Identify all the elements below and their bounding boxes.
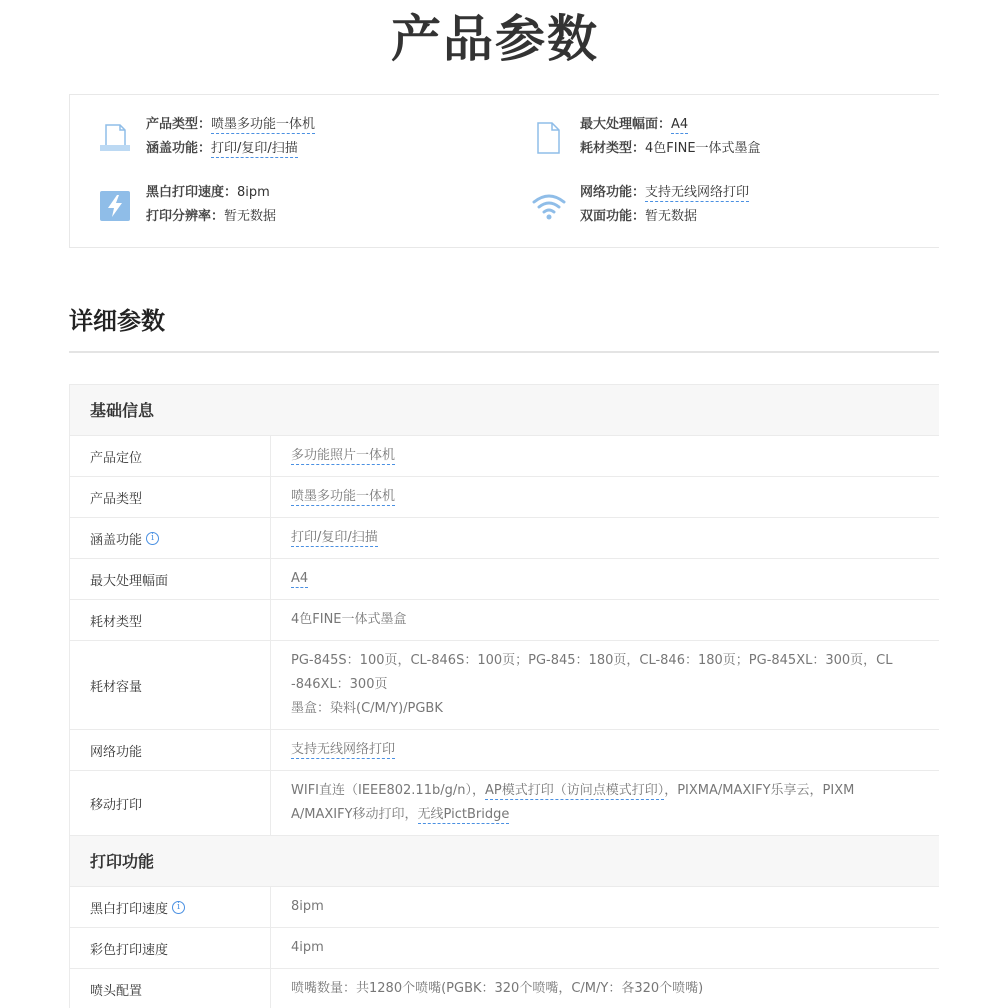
param-key: 喷头配置 [70,969,271,1008]
param-value-text: A/MAXIFY移动打印， [291,807,418,822]
param-value-text: ，PIXMA/MAXIFY乐享云，PIXM [664,783,855,798]
param-key [70,887,271,927]
table-row [70,600,939,641]
group-header-print: 打印功能 [70,836,939,887]
param-value: 4ipm [291,940,324,955]
summary-card [69,94,939,248]
param-key: 耗材容量 [70,641,271,729]
summary-key: 双面功能： [580,209,646,224]
table-row [70,887,939,928]
param-value-line: PG-845S：100页，CL-846S：100页；PG-845：180页，CL-846：180页；PG-845XL：300页，CL [291,653,893,668]
param-value-link[interactable]: AP模式打印（访问点模式打印） [484,783,665,798]
page-title: 产品参数 [391,10,599,68]
param-key-label: 涵盖功能 [90,532,143,548]
summary-key: 黑白打印速度： [146,185,238,200]
lightning-icon [98,189,132,223]
document-icon [532,121,566,155]
param-key: 耗材类型 [70,600,271,640]
summary-value-link[interactable]: 喷墨多功能一体机 [211,117,316,132]
summary-key: 最大处理幅面： [580,117,672,132]
params-table [69,384,939,1008]
group-header-basic: 基础信息 [70,385,939,436]
table-row [70,928,939,969]
table-row [70,969,939,1008]
summary-key: 产品类型： [146,117,212,132]
printer-icon [98,121,132,155]
param-value: 4色FINE一体式墨盒 [291,612,407,627]
param-value-link[interactable]: 无线PictBridge [417,807,510,822]
summary-value-link[interactable]: 打印/复印/扫描 [211,141,298,156]
summary-value: 4色FINE一体式墨盒 [645,141,761,156]
param-key: 产品定位 [70,436,271,476]
param-value-link[interactable]: 打印/复印/扫描 [291,530,378,545]
param-value-link[interactable]: A4 [291,571,309,586]
table-row [70,436,939,477]
summary-value-link[interactable]: 支持无线网络打印 [645,185,750,200]
param-key: 最大处理幅面 [70,559,271,599]
table-row [70,518,939,559]
info-icon[interactable]: i [146,532,159,545]
detail-section-title: 详细参数 [69,307,165,335]
param-value-text: WIFI直连（IEEE802.11b/g/n）， [291,783,485,798]
param-value [271,641,939,729]
summary-value: 暂无数据 [645,209,698,224]
table-row [70,771,939,836]
summary-value: 8ipm [237,185,270,200]
param-value [271,771,939,835]
param-key-label: 黑白打印速度 [90,901,169,917]
summary-key: 打印分辨率： [146,209,225,224]
wifi-icon [532,189,566,223]
param-key: 产品类型 [70,477,271,517]
table-row [70,559,939,600]
param-value-link[interactable]: 多功能照片一体机 [291,448,396,463]
param-key: 网络功能 [70,730,271,770]
param-value-link[interactable]: 喷墨多功能一体机 [291,489,396,504]
param-value-line: -846XL：300页 [291,677,388,692]
summary-key: 网络功能： [580,185,646,200]
param-value: 喷嘴数量：共1280个喷嘴(PGBK：320个喷嘴，C/M/Y：各320个喷嘴) [291,981,704,996]
param-key: 彩色打印速度 [70,928,271,968]
param-key [70,518,271,558]
summary-value: 暂无数据 [224,209,277,224]
param-key: 移动打印 [70,771,271,835]
info-icon[interactable]: i [172,901,185,914]
summary-key: 涵盖功能： [146,141,212,156]
param-value-link[interactable]: 支持无线网络打印 [291,742,396,757]
param-value: 8ipm [291,899,324,914]
table-row [70,477,939,518]
table-row [70,730,939,771]
param-value-line: 墨盒：染料(C/M/Y)/PGBK [291,701,443,716]
summary-value-link[interactable]: A4 [671,117,689,132]
section-divider [69,351,939,353]
table-row [70,641,939,730]
summary-key: 耗材类型： [580,141,646,156]
